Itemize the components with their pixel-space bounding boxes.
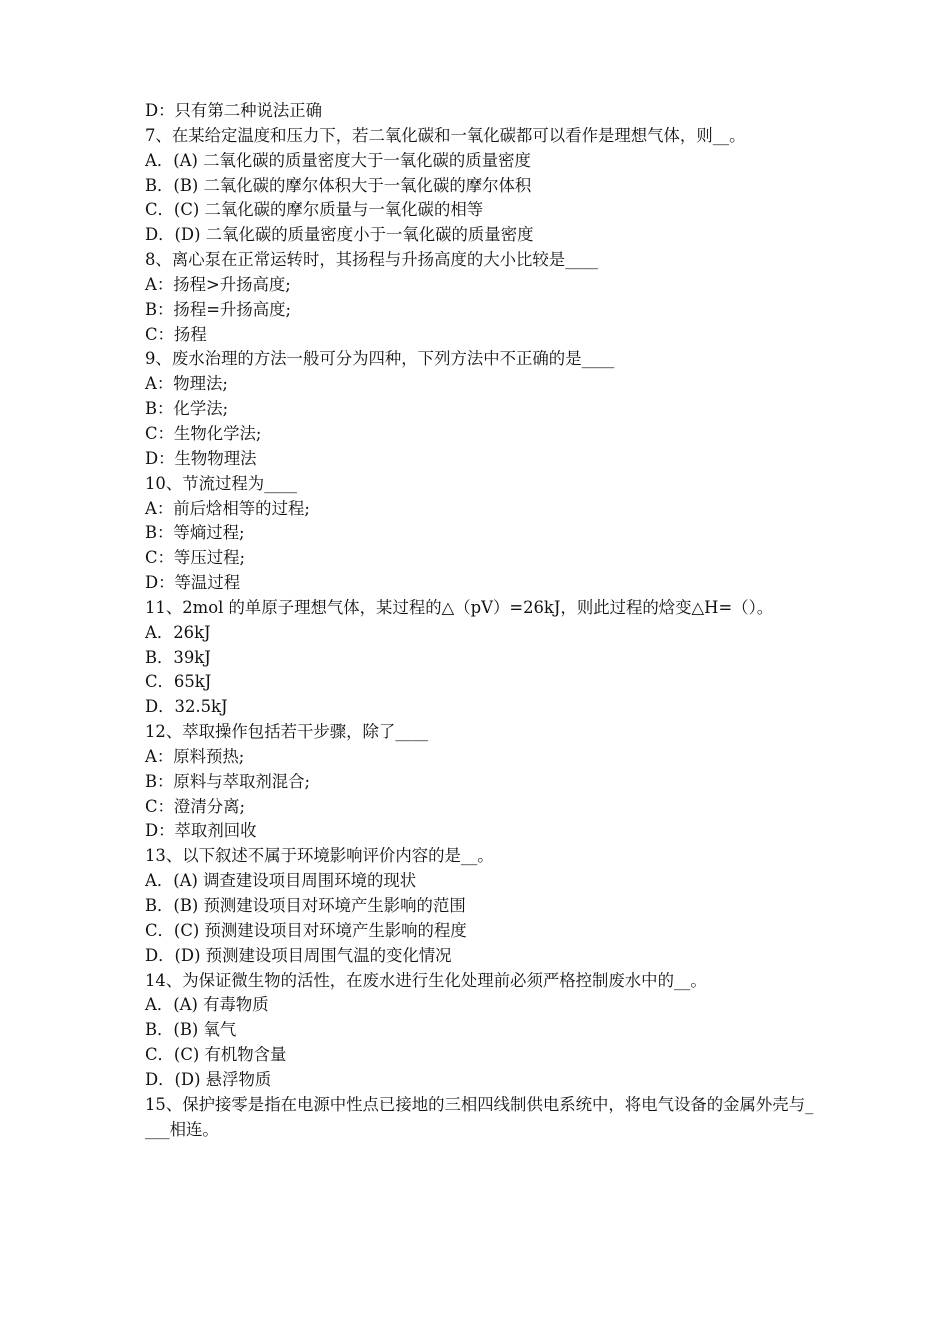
option-line: A．(A) 调查建设项目周围环境的现状 (145, 871, 417, 891)
option-line: A：原料预热; (145, 746, 245, 766)
question-13: 13、以下叙述不属于环境影响评价内容的是__。 (145, 846, 494, 866)
option-line: A：扬程>升扬高度; (145, 274, 291, 294)
question-7: 7、在某给定温度和压力下，若二氧化碳和一氧化碳都可以看作是理想气体，则__。 (145, 125, 746, 145)
option-line: C．65kJ (145, 672, 212, 692)
question-9: 9、废水治理的方法一般可分为四种，下列方法中不正确的是____ (145, 349, 615, 369)
option-line: A：物理法; (145, 374, 228, 394)
option-line: B：扬程=升扬高度; (145, 299, 292, 319)
option-line: B．(B) 氧气 (145, 1020, 237, 1040)
question-15: 15、保护接零是指在电源中性点已接地的三相四线制供电系统中，将电气设备的金属外壳与____相连。 (145, 1094, 814, 1139)
option-line: D：生物物理法 (145, 448, 257, 468)
question-8: 8、离心泵在正常运转时，其扬程与升扬高度的大小比较是____ (145, 250, 598, 270)
option-line: A．(A) 有毒物质 (145, 995, 269, 1015)
option-line: B．39kJ (145, 647, 211, 667)
option-line: B．(B) 二氧化碳的摩尔体积大于一氧化碳的摩尔体积 (145, 175, 532, 195)
option-line: C：等压过程; (145, 548, 246, 568)
question-14: 14、为保证微生物的活性，在废水进行生化处理前必须严格控制废水中的__。 (145, 970, 707, 990)
question-12: 12、萃取操作包括若干步骤，除了____ (145, 722, 429, 742)
option-line: B：化学法; (145, 399, 229, 419)
option-line: C．(C) 有机物含量 (145, 1045, 287, 1065)
option-line: C．(C) 二氧化碳的摩尔质量与一氧化碳的相等 (145, 200, 484, 220)
question-10: 10、节流过程为____ (145, 473, 297, 493)
option-line: D．(D) 悬浮物质 (145, 1069, 272, 1089)
option-line: B：等熵过程; (145, 523, 245, 543)
option-line: C：扬程 (145, 324, 207, 344)
option-line: C：生物化学法; (145, 423, 262, 443)
option-line: A：前后焓相等的过程; (145, 498, 310, 518)
option-line: D．32.5kJ (145, 697, 228, 717)
option-line: A．(A) 二氧化碳的质量密度大于一氧化碳的质量密度 (145, 150, 531, 170)
option-line: D：萃取剂回收 (145, 821, 257, 841)
option-line: C．(C) 预测建设项目对环境产生影响的程度 (145, 920, 467, 940)
option-line: B：原料与萃取剂混合; (145, 771, 311, 791)
option-line: C：澄清分离; (145, 796, 246, 816)
option-line: A．26kJ (145, 622, 211, 642)
text-line: D：只有第二种说法正确 (145, 101, 323, 120)
option-line: D．(D) 二氧化碳的质量密度小于一氧化碳的质量密度 (145, 225, 534, 245)
option-line: D：等温过程 (145, 573, 241, 593)
option-line: B．(B) 预测建设项目对环境产生影响的范围 (145, 896, 466, 915)
option-line: D．(D) 预测建设项目周围气温的变化情况 (145, 945, 452, 965)
question-11: 11、2mol 的单原子理想气体，某过程的△（pV）=26kJ，则此过程的焓变△H=（）。 (145, 597, 774, 617)
document-page (145, 99, 815, 1142)
